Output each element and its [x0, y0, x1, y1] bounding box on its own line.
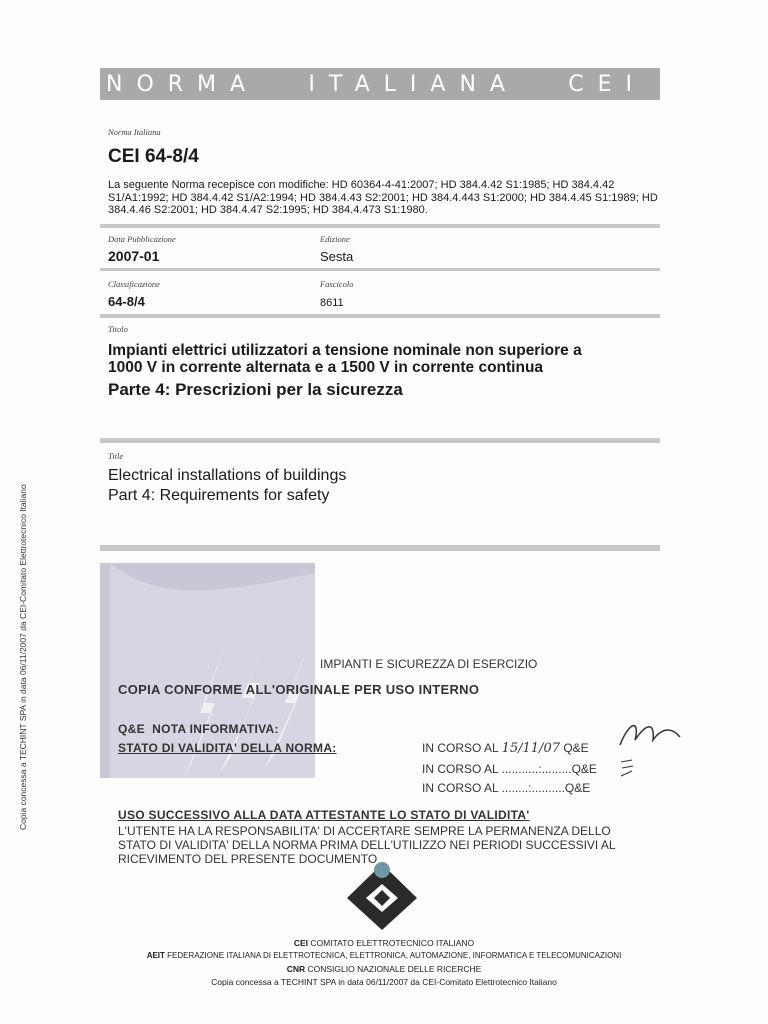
footer-cnr: CNR CONSIGLIO NAZIONALE DELLE RICERCHE [286, 964, 482, 974]
fascicolo-value: 8611 [320, 297, 344, 309]
title-en-line-2: Part 4: Requirements for safety [108, 487, 330, 504]
footer-aeit: AEIT FEDERAZIONE ITALIANA DI ELETTROTECNICA, ELETTRONICA, AUTOMAZIONE, INFORMATICA E TELECOMUNICAZIONI [146, 951, 622, 960]
edizione-value: Sesta [320, 249, 354, 264]
divider [100, 545, 660, 551]
titolo-line-3: Parte 4: Prescrizioni per la sicurezza [108, 380, 403, 399]
banner-word-1: NORMA [106, 71, 260, 97]
data-pubblicazione-value: 2007-01 [108, 248, 160, 264]
footer-copia: Copia concessa a TECHINT SPA in data 06/11/2007 da CEI-Comitato Elettrotecnico Italiano [211, 977, 557, 987]
divider [100, 438, 660, 443]
title-en-line-1: Electrical installations of buildings [108, 467, 347, 484]
header-banner [100, 68, 660, 100]
stamp-responsabilita-1: L'UTENTE HA LA RESPONSABILITA' DI ACCERTARE SEMPRE LA PERMANENZA DELLO [118, 824, 611, 838]
edizione-label: Edizione [320, 234, 350, 244]
divider [100, 268, 660, 271]
title-en-label: Title [108, 451, 124, 461]
footer-cei: CEI COMITATO ELETTROTECNICO ITALIANO [293, 938, 475, 948]
data-pubblicazione-label: Data Pubblicazione [108, 234, 176, 244]
norma-label: Norma Italiana [108, 127, 161, 137]
stamp-responsabilita-2: STATO DI VALIDITA' DELLA NORMA PRIMA DELL'UTILIZZO NEI PERIODI SUCCESSIVI AL [118, 838, 616, 852]
titolo-line-2: 1000 V in corrente alternata e a 1500 V in corrente continua [108, 359, 544, 376]
stamp-uso-successivo: USO SUCCESSIVO ALLA DATA ATTESTANTE LO STATO DI VALIDITA' [118, 808, 530, 822]
divider [100, 224, 660, 228]
banner-word-2: ITALIANA [308, 71, 519, 97]
signature-icon [615, 715, 685, 755]
fascicolo-label: Fascicolo [320, 279, 354, 289]
recepisce-text: La seguente Norma recepisce con modifiche: HD 60364-4-41:2007; HD 384.4.42 S1:1985; HD 384.4.42 S1/A1:1992; HD 384.4.42 S1/A2:1994; HD 384.4.43 S2:2001; HD 384.4.443 S1:2000; HD 384.4.45 S1:1989; HD 384.4.46 S2:2001; HD 384.4.47 S2:1995; HD 384.4.473 S1:1980. [108, 179, 658, 216]
titolo-label: Titolo [108, 324, 128, 334]
handwritten-date: 15/11/07 [501, 741, 560, 756]
stamp-stato: STATO DI VALIDITA' DELLA NORMA: [118, 741, 337, 755]
stamp-dept: IMPIANTI E SICUREZZA DI ESERCIZIO [320, 657, 538, 671]
stamp-nota: Q&E NOTA INFORMATIVA: [118, 722, 279, 736]
standard-code: CEI 64-8/4 [108, 146, 199, 167]
stamp-row-2: IN CORSO AL ...........:.........Q&E [422, 762, 597, 776]
stamp-copia-conforme: COPIA CONFORME ALL'ORIGINALE PER USO INTERNO [118, 682, 480, 697]
stamp-responsabilita-3: RICEVIMENTO DEL PRESENTE DOCUMENTO [118, 852, 378, 866]
cei-logo-icon [343, 860, 421, 932]
handwritten-mark-icon [618, 758, 638, 780]
classificazione-label: Classificazione [108, 279, 160, 289]
side-copy-notice: Copia concessa a TECHINT SPA in data 06/11/2007 da CEI-Comitato Elettrotecnico Italiano [18, 484, 28, 830]
stamp-row-1: IN CORSO AL 15/11/07 Q&E [422, 741, 589, 756]
banner-word-3: CEI [568, 71, 646, 97]
divider [100, 314, 660, 318]
stamp-row-3: IN CORSO AL ........:..........Q&E [422, 781, 591, 795]
classificazione-value: 64-8/4 [108, 294, 145, 309]
titolo-line-1: Impianti elettrici utilizzatori a tensione nominale non superiore a [108, 342, 582, 359]
